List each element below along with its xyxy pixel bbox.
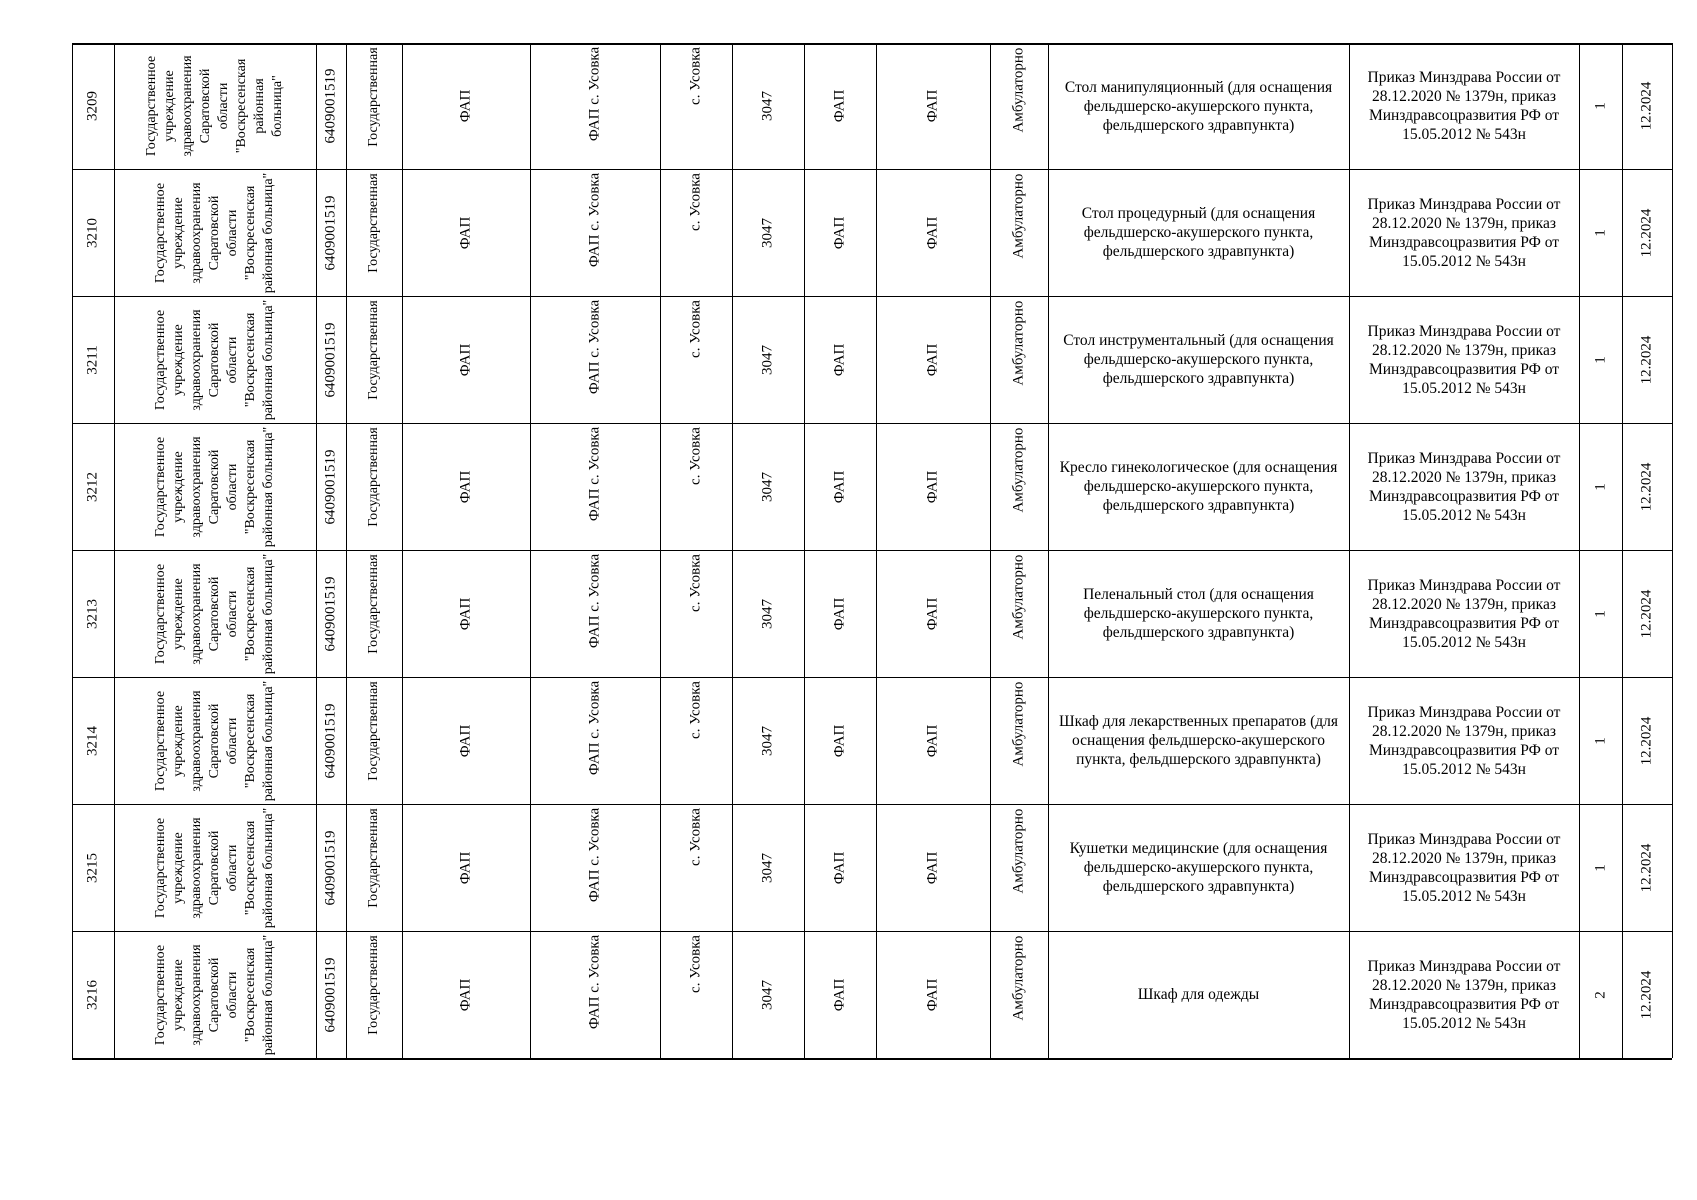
locality-cell — [660, 677, 732, 804]
ownership-cell — [346, 550, 402, 677]
profile-text: ФАП — [831, 89, 848, 123]
quantity-cell — [1579, 169, 1622, 296]
locality-text: с. Усовка — [687, 427, 704, 485]
facility-name-cell — [530, 423, 660, 550]
care-type-text: Амбулаторно — [1010, 47, 1027, 132]
care-type-text: Амбулаторно — [1010, 681, 1027, 766]
quantity-text: 1 — [1592, 482, 1608, 491]
regulation-text: Приказ Минздрава России от 28.12.2020 № 1379н, приказ Минздравсоцразвития РФ от 15.05.2012 № 543н — [1367, 195, 1561, 270]
facility-name-text: ФАП с. Усовка — [586, 172, 603, 268]
locality-cell — [660, 169, 732, 296]
quantity-text: 1 — [1592, 102, 1608, 110]
locality-text: с. Усовка — [687, 173, 704, 231]
table-column-border — [1672, 43, 1673, 1058]
regulation-cell — [1349, 677, 1579, 804]
ownership-cell — [346, 423, 402, 550]
organization-cell — [114, 550, 316, 677]
quantity-text: 1 — [1592, 863, 1608, 872]
regulation-cell — [1349, 423, 1579, 550]
ownership-text: Государственная — [366, 680, 381, 781]
row-number-cell — [72, 677, 114, 804]
facility-type-cell — [402, 550, 530, 677]
unit-cell — [876, 804, 990, 931]
facility-type-text: ФАП — [457, 343, 474, 376]
organization-cell — [114, 169, 316, 296]
facility-type-cell — [402, 677, 530, 804]
ownership-cell — [346, 931, 402, 1058]
ownership-cell — [346, 296, 402, 423]
profile-cell — [804, 296, 876, 423]
unit-text: ФАП — [924, 724, 941, 757]
equipment-text: Шкаф для лекарственных препаратов (для оснащения фельдшерско-акушерского пункта, фельдшерского здравпункта) — [1058, 713, 1339, 768]
profile-text: ФАП — [831, 216, 848, 249]
care-type-cell — [990, 677, 1048, 804]
facility-type-text: ФАП — [457, 89, 474, 123]
facility-name-text: ФАП с. Усовка — [586, 426, 603, 522]
equipment-text: Шкаф для одежды — [1137, 986, 1260, 1003]
inn-cell — [316, 423, 346, 550]
code-text: 3047 — [759, 91, 776, 121]
equipment-text: Стол процедурный (для оснащения фельдшерско-акушерского пункта, фельдшерского здравпункта) — [1081, 205, 1316, 260]
profile-text: ФАП — [831, 470, 848, 503]
table-row-border — [72, 1058, 1672, 1060]
care-type-cell — [990, 550, 1048, 677]
ownership-cell — [346, 169, 402, 296]
equipment-text: Кушетки медицинские (для оснащения фельдшерско-акушерского пункта, фельдшерского здравпункта) — [1069, 840, 1328, 895]
organization-text: Государственное учреждение здравоохранения Саратовской области "Воскресенская районная больница" — [153, 934, 276, 1055]
unit-text: ФАП — [924, 851, 941, 884]
date-text: 12.2024 — [1638, 81, 1655, 131]
organization-cell — [114, 931, 316, 1058]
row-number-text: 3211 — [84, 344, 101, 375]
profile-cell — [804, 550, 876, 677]
quantity-text: 1 — [1592, 609, 1608, 618]
profile-cell — [804, 423, 876, 550]
inn-text: 6409001519 — [322, 576, 339, 651]
profile-text: ФАП — [831, 597, 848, 630]
row-number-text: 3210 — [84, 217, 101, 248]
unit-text: ФАП — [924, 89, 941, 123]
locality-cell — [660, 804, 732, 931]
facility-type-cell — [402, 296, 530, 423]
profile-cell — [804, 931, 876, 1058]
quantity-cell — [1579, 296, 1622, 423]
quantity-cell — [1579, 804, 1622, 931]
quantity-text: 1 — [1592, 736, 1608, 745]
facility-type-text: ФАП — [457, 216, 474, 249]
facility-name-cell — [530, 296, 660, 423]
unit-text: ФАП — [924, 343, 941, 376]
ownership-text: Государственная — [366, 299, 381, 400]
inn-text: 6409001519 — [322, 68, 339, 144]
date-text: 12.2024 — [1638, 589, 1655, 638]
row-number-text: 3214 — [84, 725, 101, 756]
ownership-text: Государственная — [366, 46, 381, 147]
facility-name-text: ФАП с. Усовка — [586, 46, 603, 142]
unit-cell — [876, 43, 990, 169]
date-cell — [1622, 296, 1672, 423]
locality-cell — [660, 43, 732, 169]
care-type-cell — [990, 296, 1048, 423]
date-cell — [1622, 423, 1672, 550]
equipment-cell — [1048, 43, 1349, 169]
organization-text: Государственное учреждение здравоохранения Саратовской области "Воскресенская районная больница" — [153, 172, 276, 293]
equipment-text: Кресло гинекологическое (для оснащения фельдшерско-акушерского пункта, фельдшерского здравпункта) — [1059, 459, 1338, 514]
facility-name-cell — [530, 677, 660, 804]
ownership-text: Государственная — [366, 172, 381, 273]
facility-type-text: ФАП — [457, 978, 474, 1011]
unit-cell — [876, 423, 990, 550]
date-text: 12.2024 — [1638, 208, 1655, 257]
facility-type-text: ФАП — [457, 470, 474, 503]
inn-cell — [316, 296, 346, 423]
facility-type-cell — [402, 804, 530, 931]
row-number-cell — [72, 804, 114, 931]
locality-cell — [660, 550, 732, 677]
regulation-text: Приказ Минздрава России от 28.12.2020 № 1379н, приказ Минздравсоцразвития РФ от 15.05.2012 № 543н — [1367, 703, 1561, 778]
quantity-cell — [1579, 423, 1622, 550]
date-text: 12.2024 — [1638, 970, 1655, 1019]
locality-text: с. Усовка — [687, 808, 704, 866]
facility-name-text: ФАП с. Усовка — [586, 934, 603, 1030]
unit-text: ФАП — [924, 216, 941, 249]
row-number-text: 3209 — [84, 91, 101, 121]
organization-text: Государственное учреждение здравоохранения Саратовской области "Воскресенская районная больница" — [144, 55, 285, 157]
facility-name-cell — [530, 804, 660, 931]
facility-name-cell — [530, 931, 660, 1058]
inn-text: 6409001519 — [322, 322, 339, 397]
organization-text: Государственное учреждение здравоохранения Саратовской области "Воскресенская районная больница" — [153, 553, 276, 674]
quantity-cell — [1579, 931, 1622, 1058]
locality-text: с. Усовка — [687, 300, 704, 358]
inn-cell — [316, 931, 346, 1058]
equipment-cell — [1048, 169, 1349, 296]
profile-text: ФАП — [831, 343, 848, 376]
regulation-text: Приказ Минздрава России от 28.12.2020 № 1379н, приказ Минздравсоцразвития РФ от 15.05.2012 № 543н — [1367, 576, 1561, 651]
unit-cell — [876, 677, 990, 804]
locality-cell — [660, 296, 732, 423]
unit-text: ФАП — [924, 597, 941, 630]
inn-cell — [316, 804, 346, 931]
quantity-text: 1 — [1592, 228, 1608, 237]
equipment-cell — [1048, 677, 1349, 804]
code-cell — [732, 804, 804, 931]
locality-text: с. Усовка — [687, 935, 704, 993]
organization-cell — [114, 677, 316, 804]
profile-cell — [804, 169, 876, 296]
facility-name-text: ФАП с. Усовка — [586, 807, 603, 903]
code-text: 3047 — [759, 725, 776, 756]
facility-name-text: ФАП с. Усовка — [586, 299, 603, 395]
row-number-cell — [72, 931, 114, 1058]
equipment-cell — [1048, 423, 1349, 550]
profile-text: ФАП — [831, 851, 848, 884]
date-cell — [1622, 169, 1672, 296]
row-number-cell — [72, 423, 114, 550]
code-text: 3047 — [759, 852, 776, 883]
organization-text: Государственное учреждение здравоохранения Саратовской области "Воскресенская районная больница" — [153, 680, 276, 801]
code-cell — [732, 169, 804, 296]
inn-text: 6409001519 — [322, 703, 339, 778]
care-type-cell — [990, 169, 1048, 296]
locality-text: с. Усовка — [687, 681, 704, 739]
row-number-cell — [72, 296, 114, 423]
regulation-cell — [1349, 43, 1579, 169]
locality-cell — [660, 931, 732, 1058]
date-cell — [1622, 677, 1672, 804]
ownership-text: Государственная — [366, 426, 381, 527]
regulation-text: Приказ Минздрава России от 28.12.2020 № 1379н, приказ Минздравсоцразвития РФ от 15.05.2012 № 543н — [1367, 322, 1561, 397]
organization-cell — [114, 296, 316, 423]
date-text: 12.2024 — [1638, 335, 1655, 384]
equipment-text: Стол инструментальный (для оснащения фельдшерско-акушерского пункта, фельдшерского здравпункта) — [1063, 332, 1334, 387]
regulation-cell — [1349, 296, 1579, 423]
regulation-cell — [1349, 931, 1579, 1058]
facility-name-cell — [530, 43, 660, 169]
code-cell — [732, 550, 804, 677]
facility-type-text: ФАП — [457, 851, 474, 884]
date-text: 12.2024 — [1638, 843, 1655, 892]
regulation-cell — [1349, 804, 1579, 931]
code-text: 3047 — [759, 344, 776, 375]
equipment-cell — [1048, 931, 1349, 1058]
inn-cell — [316, 169, 346, 296]
code-cell — [732, 296, 804, 423]
regulation-text: Приказ Минздрава России от 28.12.2020 № 1379н, приказ Минздравсоцразвития РФ от 15.05.2012 № 543н — [1367, 69, 1561, 143]
organization-cell — [114, 423, 316, 550]
regulation-text: Приказ Минздрава России от 28.12.2020 № 1379н, приказ Минздравсоцразвития РФ от 15.05.2012 № 543н — [1367, 957, 1561, 1032]
locality-text: с. Усовка — [687, 554, 704, 612]
ownership-text: Государственная — [366, 553, 381, 654]
inn-text: 6409001519 — [322, 830, 339, 905]
inn-text: 6409001519 — [322, 195, 339, 270]
inn-text: 6409001519 — [322, 957, 339, 1032]
ownership-text: Государственная — [366, 934, 381, 1035]
unit-text: ФАП — [924, 978, 941, 1011]
code-text: 3047 — [759, 979, 776, 1010]
ownership-text: Государственная — [366, 807, 381, 908]
inn-text: 6409001519 — [322, 449, 339, 524]
row-number-cell — [72, 169, 114, 296]
inn-cell — [316, 550, 346, 677]
date-cell — [1622, 804, 1672, 931]
quantity-text: 2 — [1592, 990, 1608, 999]
profile-text: ФАП — [831, 724, 848, 757]
quantity-cell — [1579, 43, 1622, 169]
unit-cell — [876, 931, 990, 1058]
unit-cell — [876, 296, 990, 423]
profile-cell — [804, 677, 876, 804]
quantity-cell — [1579, 677, 1622, 804]
organization-text: Государственное учреждение здравоохранения Саратовской области "Воскресенская районная больница" — [153, 299, 276, 420]
code-text: 3047 — [759, 471, 776, 502]
equipment-cell — [1048, 804, 1349, 931]
organization-cell — [114, 804, 316, 931]
code-cell — [732, 43, 804, 169]
facility-name-cell — [530, 550, 660, 677]
care-type-text: Амбулаторно — [1010, 808, 1027, 893]
ownership-cell — [346, 677, 402, 804]
care-type-text: Амбулаторно — [1010, 300, 1027, 385]
regulation-cell — [1349, 550, 1579, 677]
quantity-text: 1 — [1592, 355, 1608, 364]
facility-type-cell — [402, 43, 530, 169]
facility-type-text: ФАП — [457, 724, 474, 757]
date-text: 12.2024 — [1638, 716, 1655, 765]
organization-text: Государственное учреждение здравоохранения Саратовской области "Воскресенская районная больница" — [153, 426, 276, 547]
unit-cell — [876, 550, 990, 677]
equipment-text: Пеленальный стол (для оснащения фельдшерско-акушерского пункта, фельдшерского здравпункта) — [1083, 586, 1314, 641]
row-number-text: 3212 — [84, 471, 101, 502]
date-cell — [1622, 43, 1672, 169]
row-number-text: 3215 — [84, 852, 101, 883]
facility-type-cell — [402, 423, 530, 550]
facility-type-cell — [402, 931, 530, 1058]
equipment-cell — [1048, 296, 1349, 423]
facility-name-text: ФАП с. Усовка — [586, 553, 603, 649]
code-cell — [732, 677, 804, 804]
quantity-cell — [1579, 550, 1622, 677]
locality-text: с. Усовка — [687, 47, 704, 105]
code-text: 3047 — [759, 217, 776, 248]
code-text: 3047 — [759, 598, 776, 629]
code-cell — [732, 931, 804, 1058]
equipment-text: Стол манипуляционный (для оснащения фельдшерско-акушерского пункта, фельдшерского здравпункта) — [1064, 78, 1333, 134]
ownership-cell — [346, 43, 402, 169]
facility-name-cell — [530, 169, 660, 296]
facility-type-text: ФАП — [457, 597, 474, 630]
date-text: 12.2024 — [1638, 462, 1655, 511]
row-number-cell — [72, 550, 114, 677]
code-cell — [732, 423, 804, 550]
regulation-text: Приказ Минздрава России от 28.12.2020 № 1379н, приказ Минздравсоцразвития РФ от 15.05.2012 № 543н — [1367, 830, 1561, 905]
regulation-cell — [1349, 169, 1579, 296]
regulation-text: Приказ Минздрава России от 28.12.2020 № 1379н, приказ Минздравсоцразвития РФ от 15.05.2012 № 543н — [1367, 449, 1561, 524]
equipment-cell — [1048, 550, 1349, 677]
care-type-cell — [990, 423, 1048, 550]
organization-text: Государственное учреждение здравоохранения Саратовской области "Воскресенская районная больница" — [153, 807, 276, 928]
profile-cell — [804, 43, 876, 169]
row-number-text: 3216 — [84, 979, 101, 1010]
profile-text: ФАП — [831, 978, 848, 1011]
row-number-text: 3213 — [84, 598, 101, 629]
care-type-text: Амбулаторно — [1010, 935, 1027, 1020]
facility-type-cell — [402, 169, 530, 296]
care-type-text: Амбулаторно — [1010, 554, 1027, 639]
organization-cell — [114, 43, 316, 169]
care-type-cell — [990, 43, 1048, 169]
date-cell — [1622, 550, 1672, 677]
date-cell — [1622, 931, 1672, 1058]
inn-cell — [316, 677, 346, 804]
profile-cell — [804, 804, 876, 931]
locality-cell — [660, 423, 732, 550]
ownership-cell — [346, 804, 402, 931]
care-type-cell — [990, 804, 1048, 931]
facility-name-text: ФАП с. Усовка — [586, 680, 603, 776]
row-number-cell — [72, 43, 114, 169]
unit-cell — [876, 169, 990, 296]
care-type-cell — [990, 931, 1048, 1058]
care-type-text: Амбулаторно — [1010, 173, 1027, 258]
unit-text: ФАП — [924, 470, 941, 503]
inn-cell — [316, 43, 346, 169]
care-type-text: Амбулаторно — [1010, 427, 1027, 512]
